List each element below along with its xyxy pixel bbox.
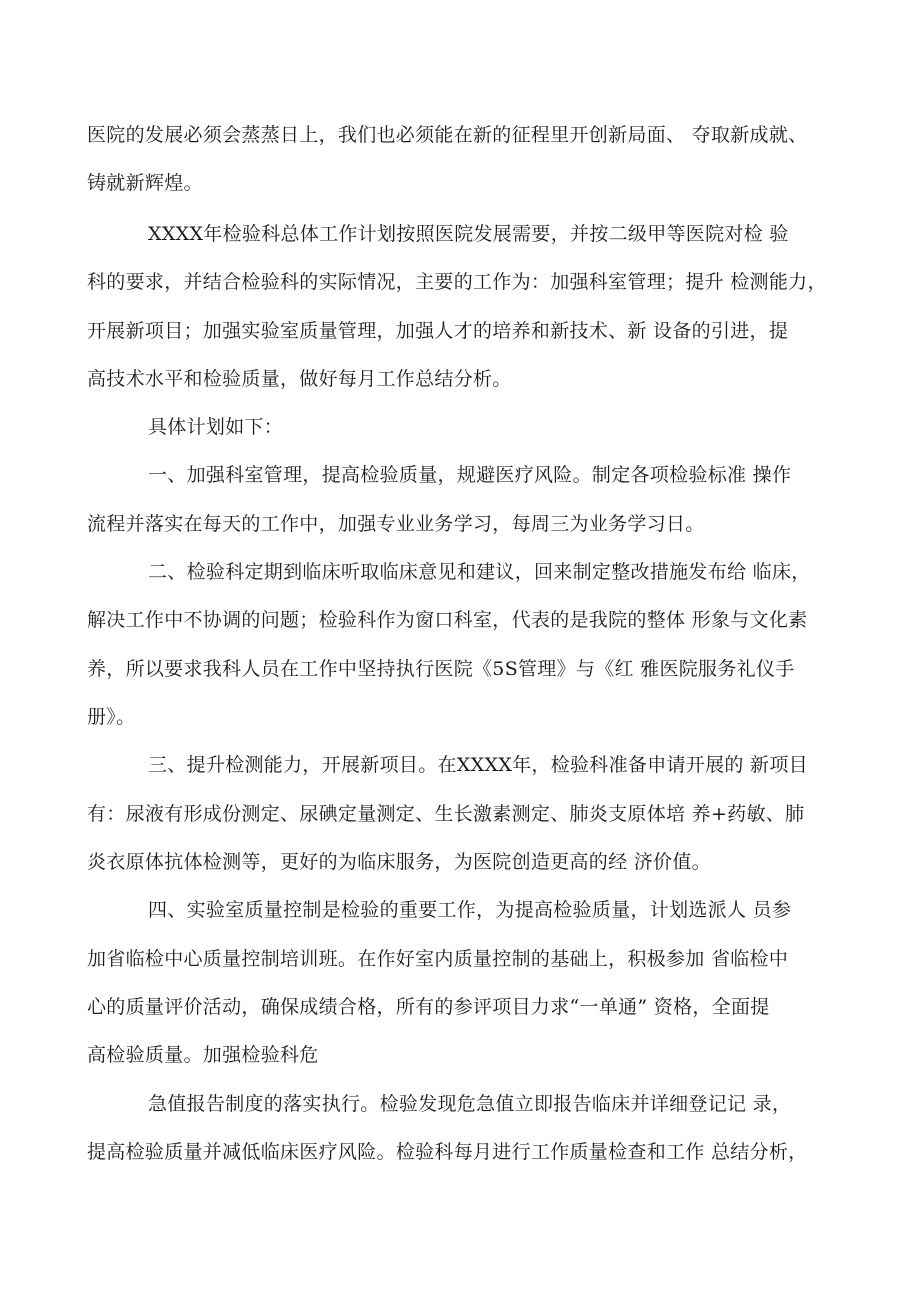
text-line: 一、加强科室管理，提高检验质量，规避医疗风险。制定各项检验标准 操作 [148, 464, 792, 486]
text-line: 三、提升检测能力，开展新项目。在XXXX年，检验科准备申请开展的 新项目 [148, 754, 808, 776]
text-line: 炎衣原体抗体检测等，更好的为临床服务，为医院创造更高的经 济价值。 [87, 851, 711, 873]
text-line: 解决工作中不协调的问题；检验科作为窗口科室，代表的是我院的整体 形象与文化素 [87, 609, 808, 631]
text-line: 流程并落实在每天的工作中，加强专业业务学习，每周三为业务学习日。 [87, 513, 705, 535]
text-line: 提高检验质量并减低临床医疗风险。检验科每月进行工作质量检查和工作 总结分析， [87, 1141, 808, 1163]
text-line: 养，所以要求我科人员在工作中坚持执行医院《5S管理》与《红 雅医院服务礼仪手 [87, 658, 795, 680]
text-line: 铸就新辉煌。 [87, 172, 203, 194]
text-line: 册》。 [87, 706, 136, 728]
text-line: 心的质量评价活动，确保成绩合格，所有的参评项目力求“一单通” 资格，全面提 [87, 996, 770, 1018]
text-line: 高技术水平和检验质量，做好每月工作总结分析。 [87, 368, 512, 390]
text-line: 开展新项目；加强实验室质量管理，加强人才的培养和新技术、新 设备的引进，提 [87, 320, 789, 342]
text-line: 二、检验科定期到临床听取临床意见和建议，回来制定整改措施发布给 临床， [148, 561, 811, 583]
text-line: 科的要求，并结合检验科的实际情况，主要的工作为：加强科室管理；提升 检测能力， [87, 271, 827, 293]
text-line: 具体计划如下： [148, 416, 284, 438]
text-line: 急值报告制度的落实执行。检验发现危急值立即报告临床并详细登记记 录， [148, 1093, 792, 1115]
text-line: 医院的发展必须会蒸蒸日上，我们也必须能在新的征程里开创新局面、 夺取新成就、 [87, 124, 808, 146]
text-line: 有：尿液有形成份测定、尿碘定量测定、生长激素测定、肺炎支原体培 养+药敏、肺 [87, 803, 805, 825]
text-line: 加省临检中心质量控制培训班。在作好室内质量控制的基础上，积极参加 省临检中 [87, 948, 789, 970]
text-line: 四、实验室质量控制是检验的重要工作，为提高检验质量，计划选派人 员参 [148, 899, 792, 921]
text-line: 高检验质量。加强检验科危 [87, 1044, 319, 1066]
text-line: XXXX年检验科总体工作计划按照医院发展需要，并按二级甲等医院对检 验 [148, 223, 789, 245]
